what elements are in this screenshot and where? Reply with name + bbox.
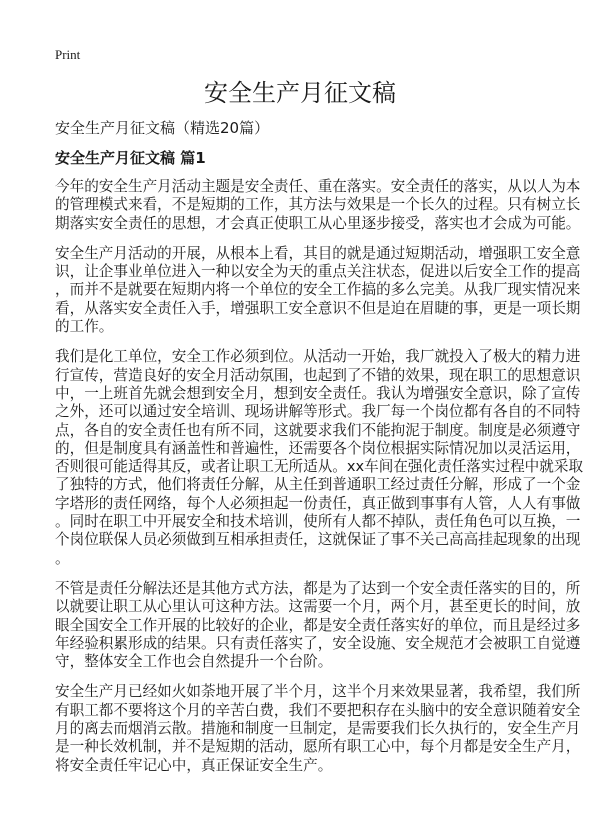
paragraph-line: 行宣传，营造良好的安全月活动氛围，也起到了不错的效果，现在职工的思想意识 [55, 366, 581, 384]
paragraph-line: 眼全国安全工作开展的比较好的企业，都是安全责任落实好的单位，而且是经过多 [55, 616, 581, 634]
paragraph-line: 今年的安全生产月活动主题是安全责任、重在落实。安全责任的落实，从以人为本 [55, 178, 581, 195]
paragraph-line: 安全生产月活动的开展，从根本上看，其目的就是通过短期活动，增强职工安全意 [55, 244, 581, 262]
paragraph-line: 的管理模式来看，不是短期的工作，其方法与效果是一个长久的过程。只有树立长 [55, 196, 581, 214]
paragraph-line: 的工作。 [55, 318, 114, 336]
paragraph-line: 中，一上班首先就会想到安全月，想到安全责任。我认为增强安全意识，除了宣传 [55, 384, 581, 402]
print-link[interactable]: Print [55, 47, 81, 62]
paragraph-line: 点，各自的安全责任也有所不同，这就要求我们不能拘泥于制度。制度是必须遵守 [55, 421, 581, 439]
paragraph [55, 178, 581, 233]
document-title: 安全生产月征文稿 [204, 79, 396, 107]
paragraph-line: 有职工都不要将这个月的辛苦白费，我们不要把积存在头脑中的安全意识随着安全 [55, 701, 581, 719]
paragraph-line: 将安全责任牢记心中，真正保证安全生产。 [55, 756, 333, 774]
paragraph-line: 年经验积累形成的结果。只有责任落实了，安全设施、安全规范才会被职工自觉遵 [55, 634, 581, 652]
paragraph [55, 683, 581, 774]
paragraph-line: 了独特的方式，他们将责任分解，从主任到普通职工经过责任分解，形成了一个金 [55, 476, 581, 494]
paragraph-line: 。 [55, 549, 70, 567]
paragraph-line: 不管是责任分解法还是其他方式方法，都是为了达到一个安全责任落实的目的，所 [55, 579, 581, 597]
paragraph-line: 安全生产月已经如火如荼地开展了半个月，这半个月来效果显著，我希望，我们所 [55, 683, 581, 701]
paragraph [55, 244, 581, 336]
paragraph-line: 字塔形的责任网络，每个人必须担起一份责任，真正做到事事有人管，人人有事做 [55, 494, 581, 512]
paragraph-line: 期落实安全责任的思想，才会真正使职工从心里逐步接受，落实也才会成为可能。 [55, 214, 581, 232]
document-body [55, 178, 584, 787]
paragraph-line: 之外，还可以通过安全培训、现场讲解等形式。我厂每一个岗位都有各自的不同特 [55, 403, 581, 421]
paragraph-line: 个岗位联保人员必须做到互相承担责任，这就保证了事不关己高高挂起现象的出现 [55, 531, 581, 549]
paragraph-line: 我们是化工单位，安全工作必须到位。从活动一开始，我厂就投入了极大的精力进 [55, 348, 581, 366]
paragraph-line: 。同时在职工中开展安全和技术培训，使所有人都不掉队，责任角色可以互换，一 [55, 513, 581, 531]
paragraph-line: 是一种长效机制，并不是短期的活动，愿所有职工心中，每个月都是安全生产月， [55, 738, 581, 756]
paragraph-line: ，而并不是就要在短期内将一个单位的安全工作搞的多么完美。从我厂现实情况来 [55, 281, 581, 299]
paragraph [55, 579, 581, 671]
paragraph-line: 月的离去而烟消云散。措施和制度一旦制定，是需要我们长久执行的，安全生产月 [55, 720, 581, 738]
paragraph-line: 的，但是制度具有涵盖性和普遍性，还需要各个岗位根据实际情况加以灵活运用， [55, 439, 581, 457]
paragraph-line: 看，从落实安全责任入手，增强职工安全意识不但是迫在眉睫的事，更是一项长期 [55, 299, 581, 317]
paragraph-line: 否则很可能适得其反，或者让职工无所适从。xx车间在强化责任落实过程中就采取 [55, 458, 584, 476]
document-subtitle: 安全生产月征文稿（精选20篇） [55, 119, 270, 137]
paragraph-line: 识，让企事业单位进入一种以安全为天的重点关注状态，促进以后安全工作的提高 [55, 263, 581, 281]
section-heading: 安全生产月征文稿 篇1 [55, 149, 206, 167]
paragraph-line: 以就要让职工从心里认可这种方法。这需要一个月，两个月，甚至更长的时间，放 [55, 598, 581, 616]
paragraph [55, 348, 584, 568]
paragraph-line: 守，整体安全工作也会自然提升一个台阶。 [55, 653, 333, 671]
